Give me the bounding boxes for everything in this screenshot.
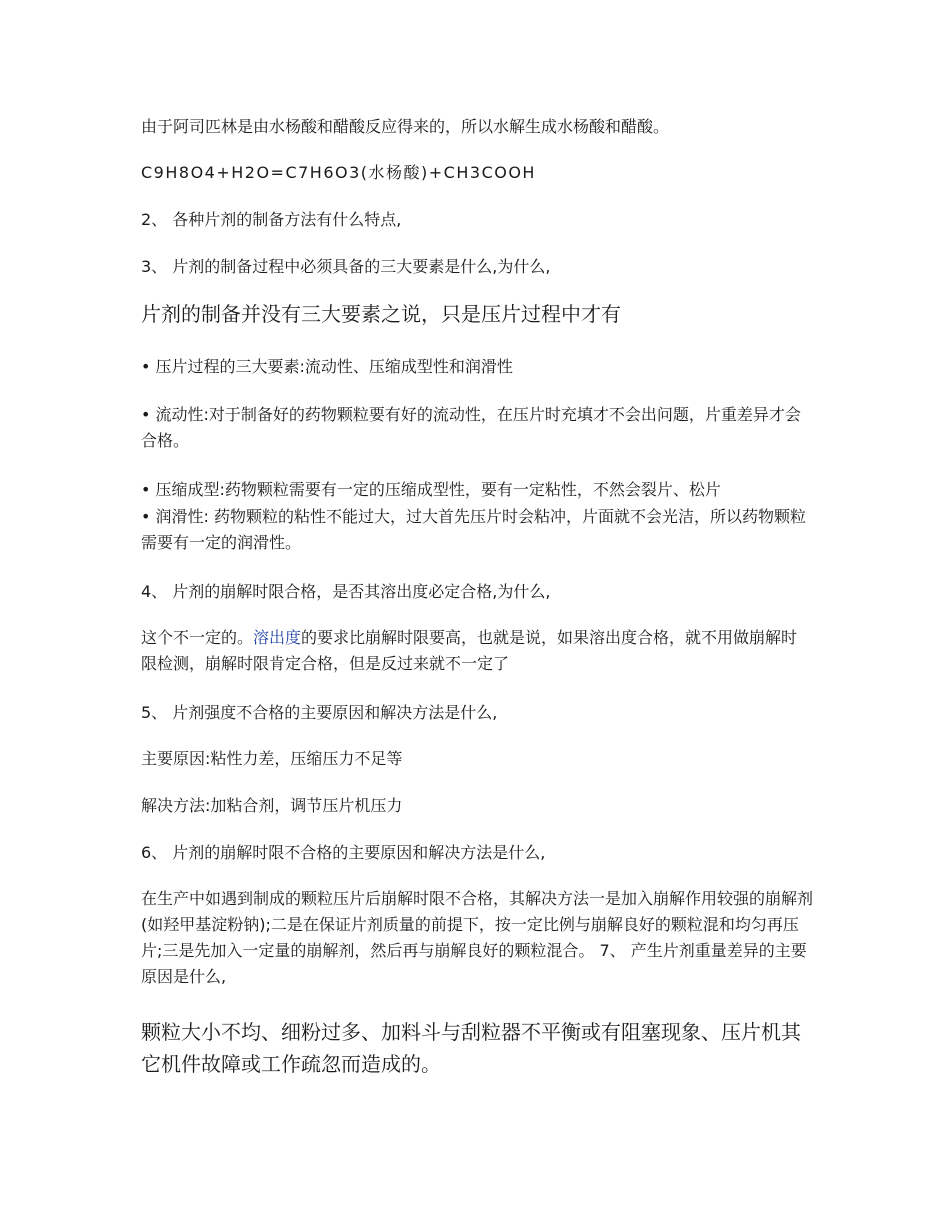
answer-6: 在生产中如遇到制成的颗粒压片后崩解时限不合格，其解决方法一是加入崩解作用较强的崩解剂(如羟甲基淀粉钠);二是在保证片剂质量的前提下，按一定比例与崩解良好的颗粒混和均匀再压片;三是先加入一定量的崩解剂，然后再与崩解良好的颗粒混合。 7、 产生片剂重量差异的主要原因是什么, [141,889,814,986]
bullet-three-elements: • 压片过程的三大要素:流动性、压缩成型性和润滑性 [141,357,513,376]
answer-4-suffix: 的要求比崩解时限要高，也就是说，如果溶出度合格，就不用做崩解时限检测，崩解时限肯定合格，但是反过来就不一定了 [141,628,798,673]
chemical-equation: C9H8O4+H2O=C7H6O3(水杨酸)+CH3COOH [141,163,536,182]
paragraph-hydrolysis: 由于阿司匹林是由水杨酸和醋酸反应得来的，所以水解生成水杨酸和醋酸。 [141,117,670,136]
question-2: 2、 各种片剂的制备方法有什么特点, [141,210,402,229]
bullet-flowability: • 流动性:对于制备好的药物颗粒要有好的流动性，在压片时充填才不会出问题，片重差异才会合格。 [141,405,801,450]
answer-4-prefix: 这个不一定的。 [141,628,254,647]
answer-5-solution: 解决方法:加粘合剂，调节压片机压力 [141,796,403,815]
answer-4 [141,625,813,677]
question-3: 3、 片剂的制备过程中必须具备的三大要素是什么,为什么, [141,257,551,276]
dissolution-link[interactable]: 溶出度 [253,628,302,647]
bullet-compressibility: • 压缩成型:药物颗粒需要有一定的压缩成型性，要有一定粘性，不然会裂片、松片 [141,480,721,499]
question-4: 4、 片剂的崩解时限合格，是否其溶出度必定合格,为什么, [141,582,551,601]
answer-7: 颗粒大小不均、细粉过多、加料斗与刮粒器不平衡或有阻塞现象、压片机其它机件故障或工作疏忽而造成的。 [141,1020,801,1076]
question-6: 6、 片剂的崩解时限不合格的主要原因和解决方法是什么, [141,843,546,862]
answer-5-cause: 主要原因:粘性力差，压缩压力不足等 [141,749,403,768]
answer-3-heading: 片剂的制备并没有三大要素之说，只是压片过程中才有 [141,302,621,326]
bullet-lubricity: • 润滑性: 药物颗粒的粘性不能过大，过大首先压片时会粘冲，片面就不会光洁，所以药物颗粒需要有一定的润滑性。 [141,507,807,552]
question-5: 5、 片剂强度不合格的主要原因和解决方法是什么, [141,703,498,722]
